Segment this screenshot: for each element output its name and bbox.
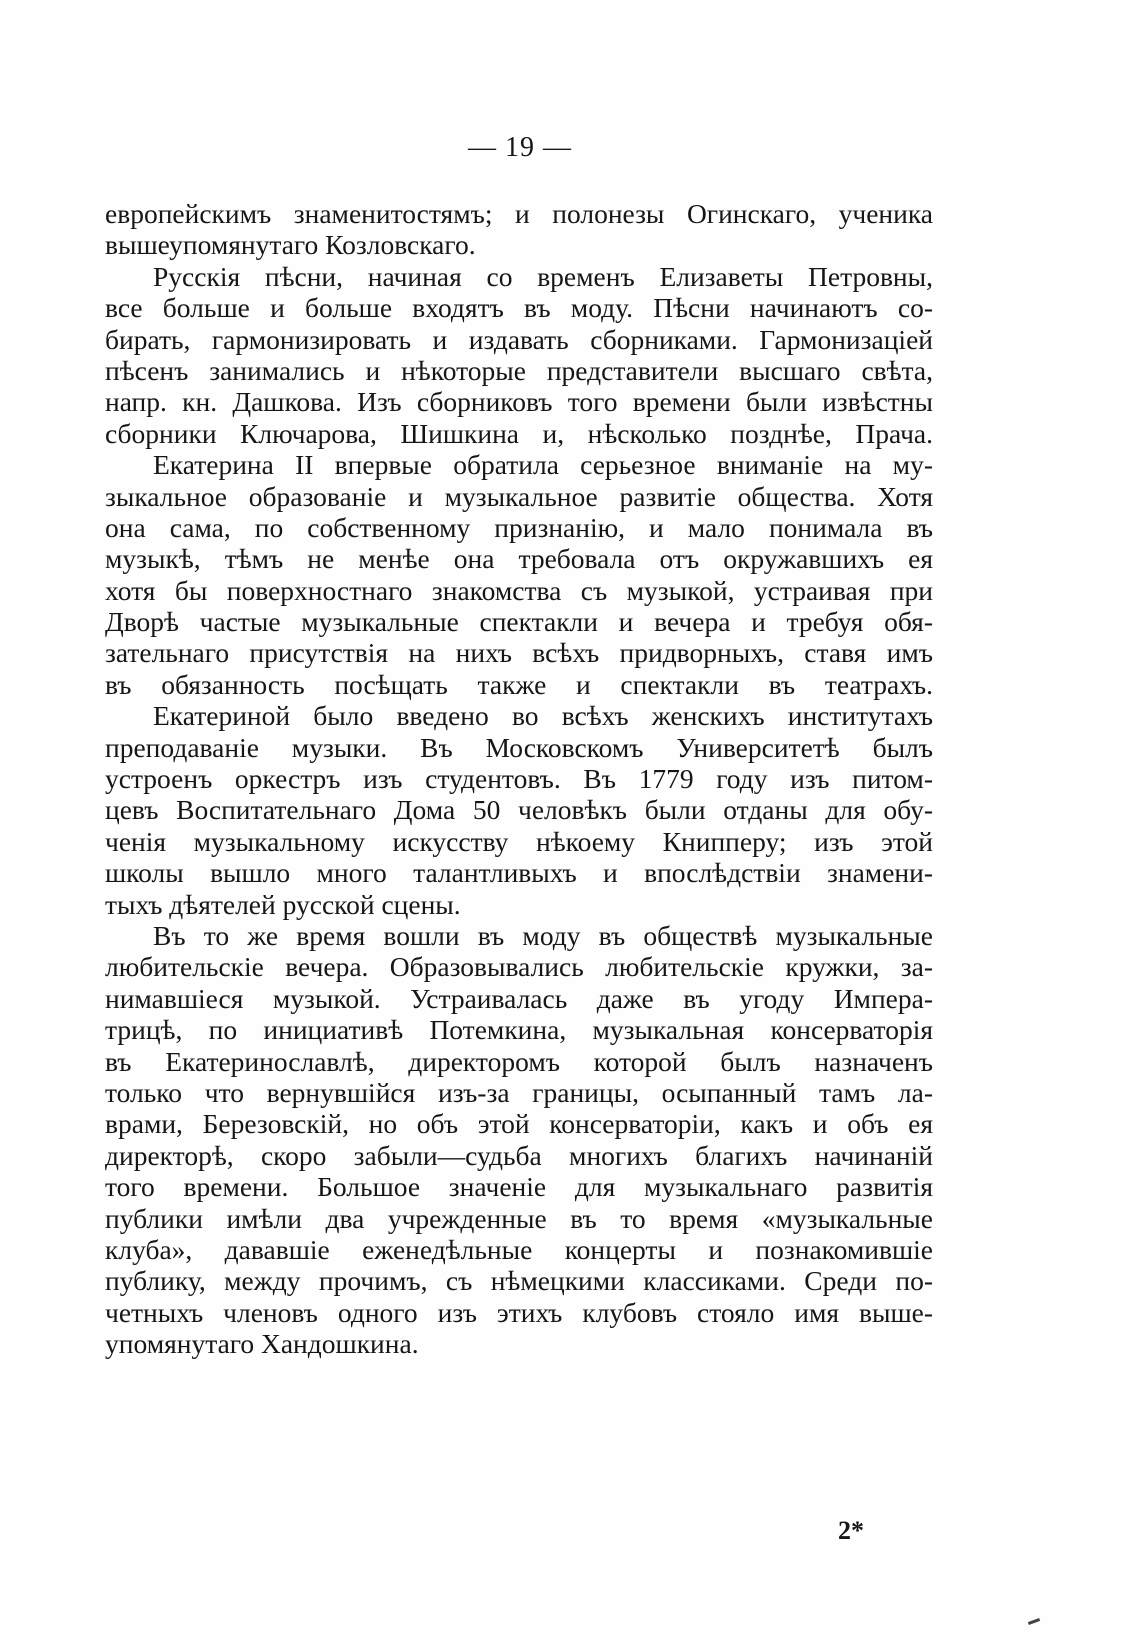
body-text — [105, 198, 933, 1359]
text-line: того времени. Большое значеніе для музыкальнаго развитія — [105, 1171, 933, 1203]
text-line: тыхъ дѣятелей русской сцены. — [105, 888, 461, 920]
text-line: упомянутаго Хандошкина. — [105, 1328, 419, 1360]
text-line: она сама, по собственному признанію, и мало понимала въ — [105, 511, 933, 543]
text-line: публики имѣли два учрежденные въ то время «музыкальные — [105, 1202, 933, 1234]
text-line: преподаваніе музыки. Въ Московскомъ Университетѣ былъ — [105, 731, 933, 763]
text-line: цевъ Воспитательнаго Дома 50 человѣкъ были отданы для обу- — [105, 794, 933, 826]
text-line: клуба», дававшіе еженедѣльные концерты и познакомившіе — [105, 1233, 933, 1265]
text-line: только что вернувшійся изъ-за границы, осыпанный тамъ ла- — [105, 1076, 933, 1108]
text-line: Екатерина II впервые обратила серьезное вниманіе на му- — [153, 449, 933, 481]
text-line: директорѣ, скоро забыли—судьба многихъ благихъ начинаній — [105, 1139, 933, 1171]
text-line: Дворѣ частые музыкальные спектакли и вечера и требуя обя- — [105, 606, 933, 638]
text-line: въ обязанность посѣщать также и спектакли въ театрахъ. — [105, 668, 933, 700]
text-line: вышеупомянутаго Козловскаго. — [105, 229, 476, 261]
text-line: врами, Березовскій, но объ этой консерваторіи, какъ и объ ея — [105, 1108, 933, 1140]
text-line: все больше и больше входятъ въ моду. Пѣсни начинаютъ со- — [105, 292, 933, 324]
text-line: хотя бы поверхностнаго знакомства съ музыкой, устраивая при — [105, 574, 933, 606]
text-line: публику, между прочимъ, съ нѣмецкими классиками. Среди по- — [105, 1265, 933, 1297]
text-line: ченія музыкальному искусству нѣкоему Книпперу; изъ этой — [105, 825, 933, 857]
text-line: любительскіе вечера. Образовывались любительскіе кружки, за- — [105, 951, 933, 983]
text-line: Русскія пѣсни, начиная со временъ Елизаветы Петровны, — [153, 260, 933, 292]
text-line: трицѣ, по инициативѣ Потемкина, музыкальная консерваторія — [105, 1014, 933, 1046]
text-line: школы вышло много талантливыхъ и впослѣдствіи знамени- — [105, 857, 933, 889]
text-line: зательнаго присутствія на нихъ всѣхъ придворныхъ, ставя имъ — [105, 637, 933, 669]
text-line: бирать, гармонизировать и издавать сборниками. Гармонизаціей — [105, 323, 933, 355]
page-number: — 19 — — [468, 132, 572, 163]
text-line: Въ то же время вошли въ моду въ обществѣ музыкальные — [153, 919, 933, 951]
text-line: пѣсенъ занимались и нѣкоторые представители высшаго свѣта, — [105, 354, 933, 386]
text-line: нимавшіеся музыкой. Устраивалась даже въ угоду Импера- — [105, 982, 933, 1014]
text-line: Екатериной было введено во всѣхъ женскихъ институтахъ — [153, 700, 933, 732]
text-line: европейскимъ знаменитостямъ; и полонезы Огинскаго, ученика — [105, 198, 933, 229]
text-line: напр. кн. Дашкова. Изъ сборниковъ того времени были извѣстны — [105, 386, 933, 418]
text-line: четныхъ членовъ одного изъ этихъ клубовъ стояло имя выше- — [105, 1296, 933, 1328]
text-line: сборники Ключарова, Шишкина и, нѣсколько позднѣе, Прача. — [105, 417, 933, 449]
text-line: зыкальное образованіе и музыкальное развитіе общества. Хотя — [105, 480, 933, 512]
text-line: въ Екатеринославлѣ, директоромъ которой былъ назначенъ — [105, 1045, 933, 1077]
signature-mark: 2* — [838, 1516, 864, 1545]
text-line: устроенъ оркестръ изъ студентовъ. Въ 1779 году изъ питом- — [105, 763, 933, 795]
text-line: музыкѣ, тѣмъ не менѣе она требовала отъ окружавшихъ ея — [105, 543, 933, 575]
scan-speck — [1028, 1618, 1040, 1625]
